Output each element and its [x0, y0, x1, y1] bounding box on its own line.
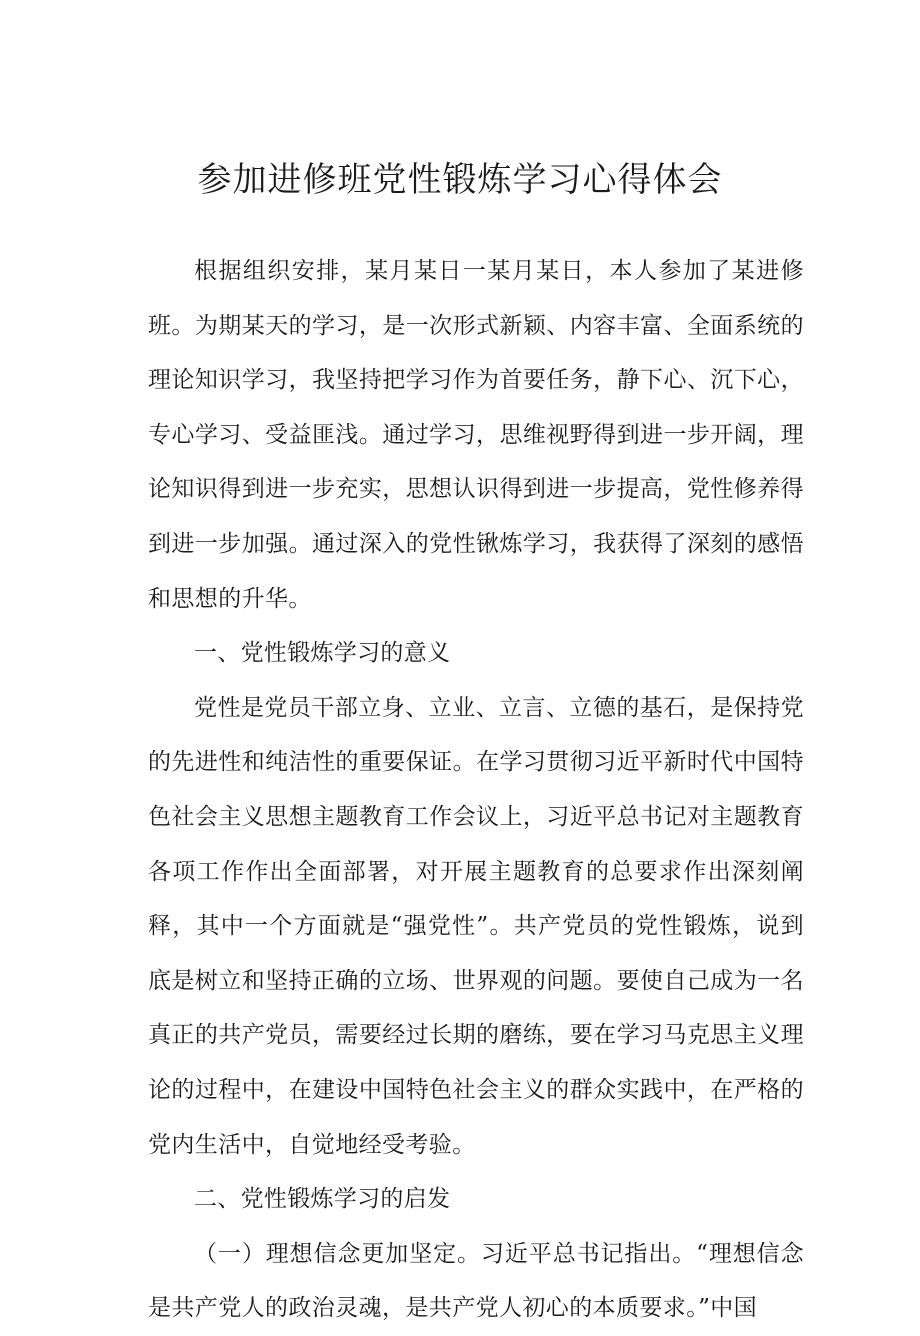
intro-paragraph: 根据组织安排，某月某日一某月某日，本人参加了某进修班。为期某天的学习，是一次形式新颖、内容丰富、全面系统的理论知识学习，我坚持把学习作为首要任务，静下心、沉下心，专心学习、受益匪浅。通过学习，思维视野得到进一步开阔，理论知识得到进一步充实，思想认识得到进一步提高，党性修养得到进一步加强。通过深入的党性锹炼学习，我获得了深刻的感悟和思想的升华。: [148, 258, 804, 612]
document-title: 参加进修班党性锻炼学习心得体会: [197, 160, 723, 200]
document-body: [148, 244, 804, 1336]
section-1-paragraph: 党性是党员干部立身、立业、立言、立德的基石，是保持党的先进性和纯洁性的重要保证。在学习贯彻习近平新时代中国特色社会主义思想主题教育工作会议上，习近平总书记对主题教育各项工作作出全面部署，对开展主题教育的总要求作出深刻阐释，其中一个方面就是“强党性”。共产党员的党性锻炼，说到底是树立和坚持正确的立场、世界观的问题。要使自己成为一名真正的共产党员，需要经过长期的磨练，要在学习马克思主义理论的过程中，在建设中国特色社会主义的群众实践中，在严格的党内生活中，自觉地经受考验。: [148, 694, 804, 1158]
section-2-paragraph: （一）理想信念更加坚定。习近平总书记指出。“理想信念是共产党人的政治灵魂，是共产党人初心的本质要求。”中国: [148, 1240, 804, 1322]
section-heading-1: 一、党性锻炼学习的意义: [194, 640, 451, 667]
section-heading-2: 二、党性锻炼学习的启发: [194, 1186, 451, 1213]
